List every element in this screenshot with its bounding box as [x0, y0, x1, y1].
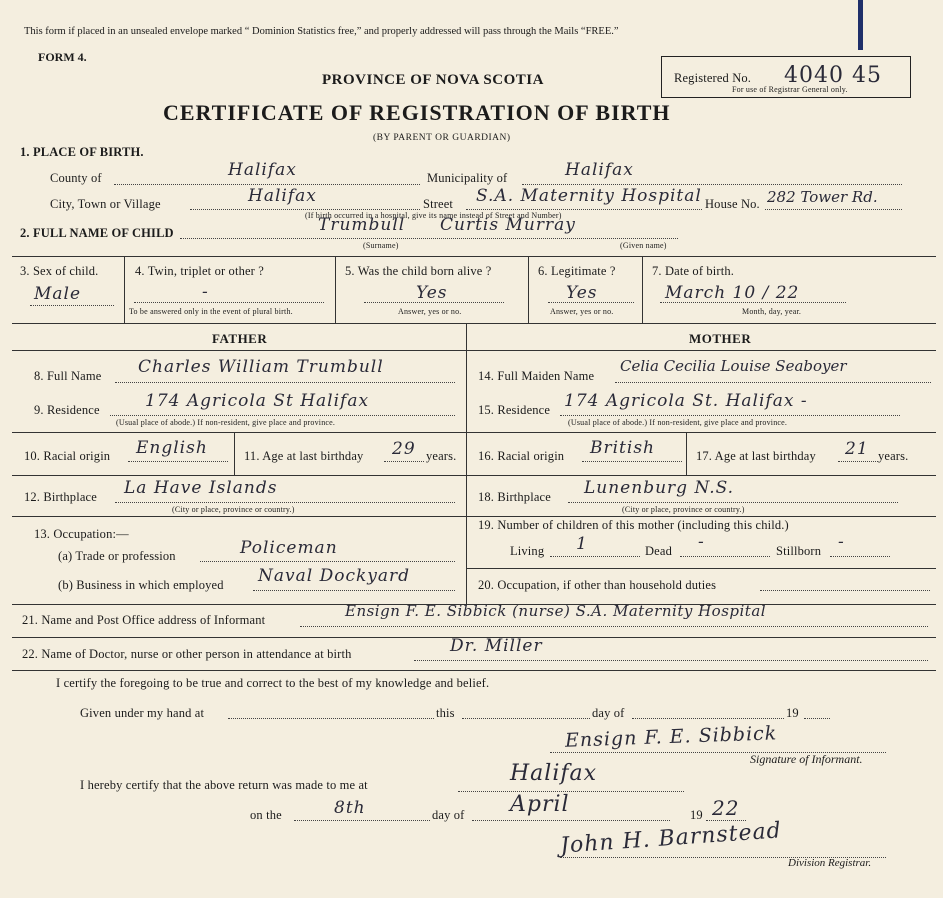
father-racial-value: English [136, 438, 208, 458]
house-label: House No. [705, 197, 760, 211]
children-count-label: 19. Number of children of this mother (including this child.) [478, 518, 789, 532]
father-birthplace-label: 12. Birthplace [24, 490, 97, 504]
father-business-value: Naval Dockyard [258, 566, 411, 586]
legitimate-note: Answer, yes or no. [550, 307, 614, 316]
mother-birthplace-value: Lunenburg N.S. [584, 478, 735, 498]
certify-statement: I certify the foregoing to be true and correct to the best of my knowledge and belief. [56, 676, 490, 690]
twin-note: To be answered only in the event of plural birth. [129, 307, 293, 316]
on-the-label: on the [250, 808, 282, 822]
hospital-note: (If birth occurred in a hospital, give its name instead of Street and Number) [305, 211, 562, 220]
informant-signature: Ensign F. E. Sibbick [564, 722, 778, 752]
mother-residence-label: 15. Residence [478, 403, 551, 417]
day-of-label: day of [592, 706, 625, 720]
registration-place: Halifax [510, 761, 598, 786]
registrar-statement: I hereby certify that the above return was made to me at [80, 778, 368, 792]
registration-year: 22 [712, 796, 740, 820]
twin-label: 4. Twin, triplet or other ? [135, 264, 264, 278]
dead-value: - [698, 532, 705, 552]
registrar-signature: John H. Barnstead [559, 818, 783, 859]
year-prefix-label: 19 [786, 706, 799, 720]
informant-signature-caption: Signature of Informant. [750, 752, 863, 766]
mother-name-label: 14. Full Maiden Name [478, 369, 595, 383]
mother-age-label: 17. Age at last birthday [696, 449, 816, 463]
dead-label: Dead [645, 544, 672, 558]
this-label: this [436, 706, 455, 720]
living-value: 1 [576, 534, 588, 554]
stillborn-value: - [838, 532, 845, 552]
father-age-value: 29 [392, 439, 416, 459]
father-residence-value: 174 Agricola St Halifax [145, 391, 370, 411]
father-residence-label: 9. Residence [34, 403, 100, 417]
living-label: Living [510, 544, 545, 558]
informant-value: Ensign F. E. Sibbick (nurse) S.A. Maternity Hospital [345, 602, 767, 620]
child-name-label: 2. FULL NAME OF CHILD [20, 226, 174, 240]
mother-heading: MOTHER [689, 331, 752, 346]
mother-birthplace-label: 18. Birthplace [478, 490, 551, 504]
municipality-value: Halifax [565, 160, 634, 180]
mother-occupation-label: 20. Occupation, if other than household duties [478, 578, 717, 592]
mother-racial-value: British [590, 438, 655, 458]
twin-value: - [202, 282, 209, 302]
born-alive-note: Answer, yes or no. [398, 307, 462, 316]
legitimate-label: 6. Legitimate ? [538, 264, 616, 278]
father-racial-label: 10. Racial origin [24, 449, 111, 463]
province-heading: PROVINCE OF NOVA SCOTIA [322, 72, 544, 88]
born-alive-label: 5. Was the child born alive ? [345, 264, 492, 278]
mother-age-value: 21 [845, 439, 869, 459]
mother-residence-note: (Usual place of abode.) If non-resident, give place and province. [568, 418, 788, 427]
certificate-subtitle: (BY PARENT OR GUARDIAN) [373, 133, 511, 143]
father-trade-value: Policeman [240, 538, 338, 558]
child-given-name: Curtis Murray [440, 215, 576, 235]
father-name-value: Charles William Trumbull [138, 357, 384, 377]
date-of-birth-note: Month, day, year. [742, 307, 802, 316]
mother-racial-label: 16. Racial origin [478, 449, 565, 463]
place-heading: 1. PLACE OF BIRTH. [20, 145, 144, 159]
city-label: City, Town or Village [50, 197, 161, 211]
street-value: S.A. Maternity Hospital [476, 186, 702, 206]
city-value: Halifax [248, 186, 317, 206]
doctor-value: Dr. Miller [450, 636, 543, 656]
informant-label: 21. Name and Post Office address of Informant [22, 613, 266, 627]
father-occupation-label: 13. Occupation:— [34, 527, 129, 541]
mother-age-years: years. [878, 449, 909, 463]
form-number: FORM 4. [38, 50, 87, 64]
county-value: Halifax [228, 160, 297, 180]
street-label: Street [423, 197, 454, 211]
house-value: 282 Tower Rd. [767, 188, 878, 206]
registered-label: Registered No. [674, 71, 752, 85]
born-alive-value: Yes [416, 283, 448, 303]
given-under-hand-label: Given under my hand at [80, 706, 205, 720]
stillborn-label: Stillborn [776, 544, 822, 558]
legitimate-value: Yes [566, 283, 598, 303]
registration-day: 8th [334, 798, 366, 818]
sex-value: Male [34, 284, 82, 304]
municipality-label: Municipality of [427, 171, 508, 185]
registrar-caption: Division Registrar. [788, 857, 872, 869]
father-age-years: years. [426, 449, 457, 463]
mother-name-value: Celia Cecilia Louise Seaboyer [620, 357, 847, 375]
registration-month: April [510, 792, 570, 817]
father-heading: FATHER [212, 331, 268, 346]
father-name-label: 8. Full Name [34, 369, 102, 383]
sex-label: 3. Sex of child. [20, 264, 99, 278]
father-business-label: (b) Business in which employed [58, 578, 224, 592]
father-age-label: 11. Age at last birthday [244, 449, 364, 463]
surname-note: (Surname) [363, 241, 399, 250]
registration-day-of-label: day of [432, 808, 465, 822]
doctor-label: 22. Name of Doctor, nurse or other person in attendance at birth [22, 647, 352, 661]
county-label: County of [50, 171, 102, 185]
mother-birthplace-note: (City or place, province or country.) [622, 505, 745, 514]
ink-mark [858, 0, 863, 50]
date-of-birth-label: 7. Date of birth. [652, 264, 735, 278]
registered-note: For use of Registrar General only. [732, 85, 848, 94]
father-birthplace-value: La Have Islands [124, 478, 278, 498]
father-residence-note: (Usual place of abode.) If non-resident, give place and province. [116, 418, 336, 427]
registered-number: 4040 45 [784, 63, 882, 88]
registration-year-prefix: 19 [690, 808, 703, 822]
certificate-title: CERTIFICATE OF REGISTRATION OF BIRTH [163, 100, 671, 125]
child-surname: Trumbull [318, 215, 406, 235]
registered-number-box [661, 56, 911, 98]
given-name-note: (Given name) [620, 241, 667, 250]
mother-residence-value: 174 Agricola St. Halifax - [564, 391, 808, 411]
date-of-birth-value: March 10 / 22 [665, 283, 800, 303]
father-trade-label: (a) Trade or profession [58, 549, 176, 563]
postage-note: This form if placed in an unsealed envelope marked “ Dominion Statistics free,” and properly addressed will pass through the Mails “FREE.” [24, 26, 619, 37]
father-birthplace-note: (City or place, province or country.) [172, 505, 295, 514]
